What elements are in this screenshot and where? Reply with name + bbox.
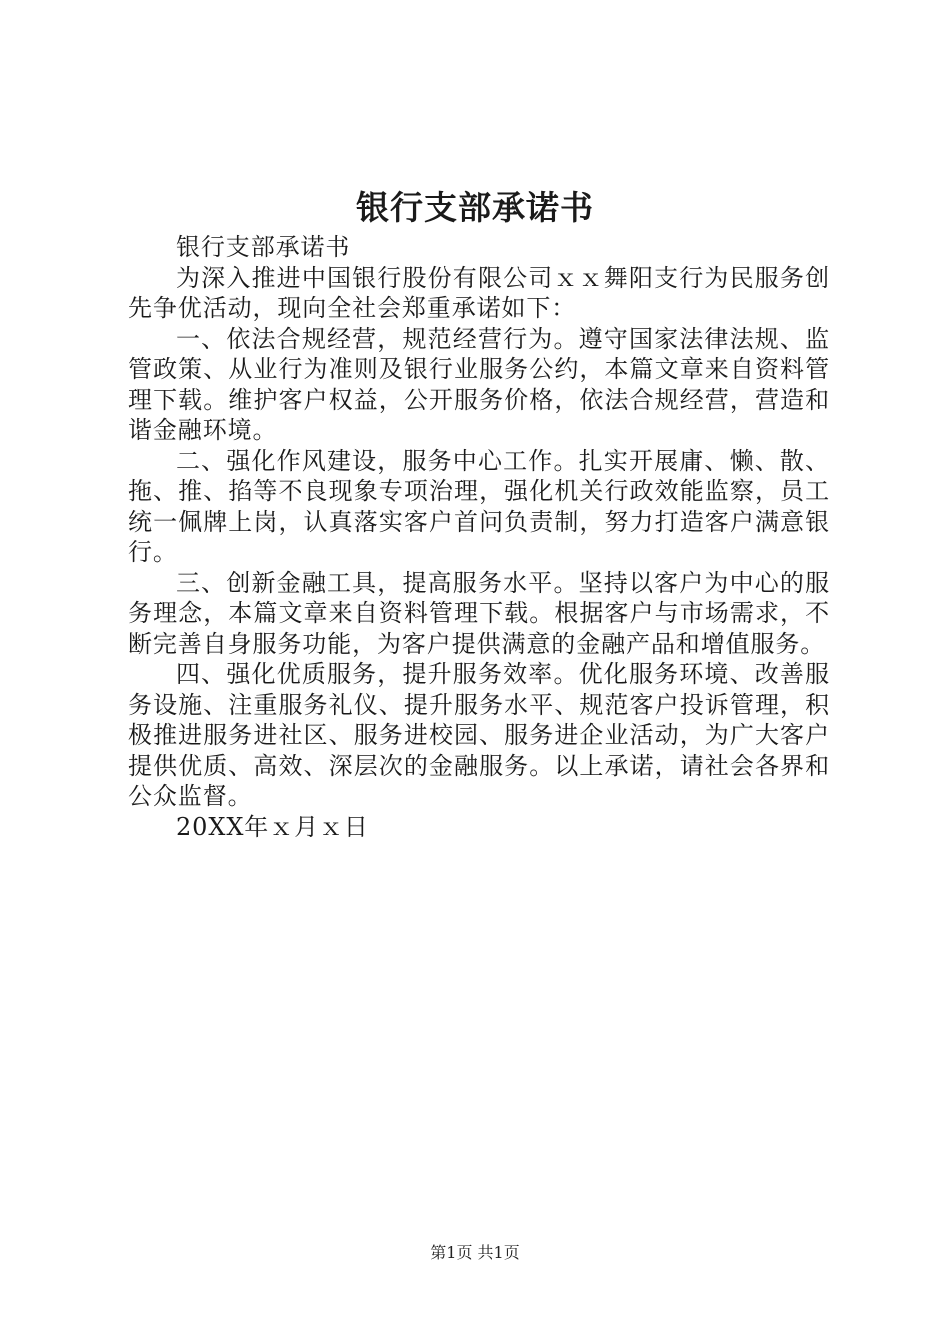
document-title: 银行支部承诺书 xyxy=(356,188,594,227)
date-line: 20XX年ｘ月ｘ日 xyxy=(176,812,369,841)
page-number-footer: 第1页 共1页 xyxy=(430,1243,520,1262)
commitment-paragraph-3: 三、创新金融工具，提高服务水平。坚持以客户为中心的服务理念，本篇文章来自资料管理下载。根据客户与市场需求，不断完善自身服务功能，为客户提供满意的金融产品和增值服务。 xyxy=(128,568,830,658)
intro-paragraph: 为深入推进中国银行股份有限公司ｘｘ舞阳支行为民服务创先争优活动，现向全社会郑重承诺如下： xyxy=(128,263,830,322)
commitment-paragraph-4: 四、强化优质服务，提升服务效率。优化服务环境、改善服务设施、注重服务礼仪、提升服务水平、规范客户投诉管理，积极推进服务进社区、服务进校园、服务进企业活动，为广大客户提供优质、高效、深层次的金融服务。以上承诺，请社会各界和公众监督。 xyxy=(128,660,830,810)
document-body xyxy=(128,232,830,842)
commitment-paragraph-1: 一、依法合规经营，规范经营行为。遵守国家法律法规、监管政策、从业行为准则及银行业服务公约，本篇文章来自资料管理下载。维护客户权益，公开服务价格，依法合规经营，营造和谐金融环境。 xyxy=(128,324,830,444)
commitment-paragraph-2: 二、强化作风建设，服务中心工作。扎实开展庸、懒、散、拖、推、掐等不良现象专项治理，强化机关行政效能监察，员工统一佩牌上岗，认真落实客户首问负责制，努力打造客户满意银行。 xyxy=(128,446,830,566)
subtitle-paragraph: 银行支部承诺书 xyxy=(176,233,351,261)
